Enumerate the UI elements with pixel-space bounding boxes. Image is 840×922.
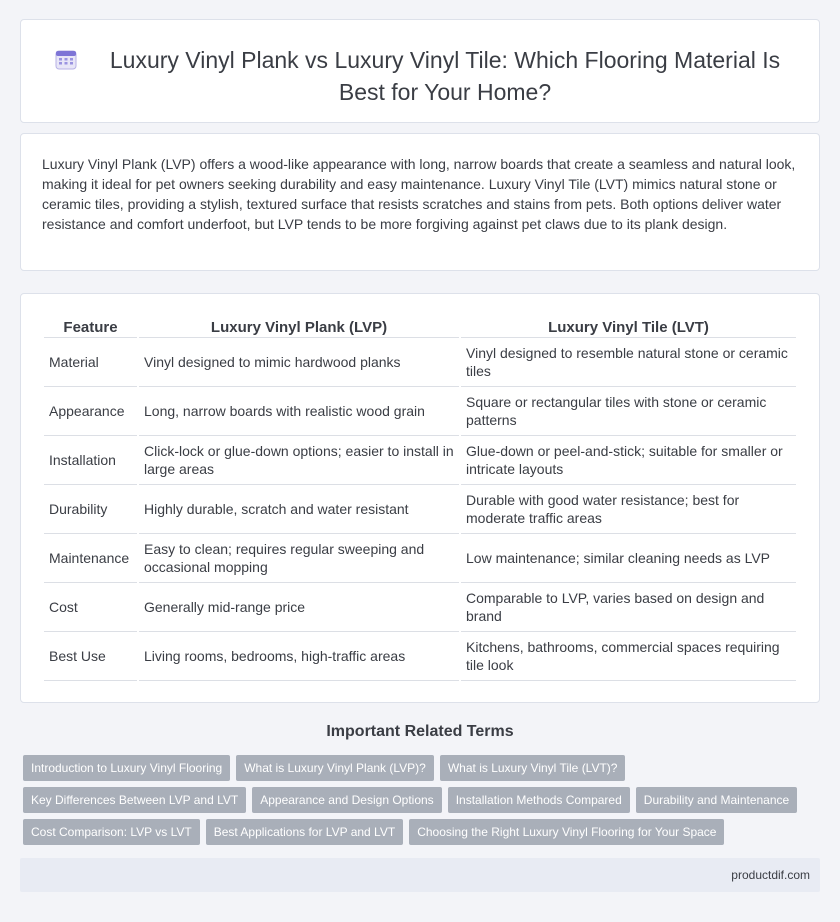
intro-card	[20, 133, 820, 271]
lvt-cell: Kitchens, bathrooms, commercial spaces requiring tile look	[461, 632, 796, 681]
related-term-tag[interactable]: What is Luxury Vinyl Tile (LVT)?	[440, 755, 626, 781]
related-term-tag[interactable]: Key Differences Between LVP and LVT	[23, 787, 246, 813]
lvp-cell: Living rooms, bedrooms, high-traffic areas	[139, 632, 459, 681]
feature-cell: Installation	[44, 436, 137, 485]
lvp-cell: Long, narrow boards with realistic wood grain	[139, 387, 459, 436]
tag-row	[23, 787, 813, 813]
lvt-cell: Durable with good water resistance; best for moderate traffic areas	[461, 485, 796, 534]
tag-row	[23, 755, 813, 781]
table-row	[44, 338, 796, 387]
feature-cell: Best Use	[44, 632, 137, 681]
table-row	[44, 387, 796, 436]
lvt-cell: Vinyl designed to resemble natural stone or ceramic tiles	[461, 338, 796, 387]
feature-cell: Appearance	[44, 387, 137, 436]
related-terms-heading: Important Related Terms	[326, 723, 514, 740]
table-row	[44, 583, 796, 632]
header-feature: Feature	[44, 314, 137, 338]
comparison-card	[20, 293, 820, 703]
related-term-tag[interactable]: Introduction to Luxury Vinyl Flooring	[23, 755, 230, 781]
lvt-cell: Square or rectangular tiles with stone or ceramic patterns	[461, 387, 796, 436]
related-term-tag[interactable]: Cost Comparison: LVP vs LVT	[23, 819, 200, 845]
lvp-cell: Easy to clean; requires regular sweeping and occasional mopping	[139, 534, 459, 583]
feature-cell: Material	[44, 338, 137, 387]
header-lvp: Luxury Vinyl Plank (LVP)	[139, 314, 459, 338]
lvt-cell: Glue-down or peel-and-stick; suitable for smaller or intricate layouts	[461, 436, 796, 485]
title-card	[20, 19, 820, 123]
table-row	[44, 436, 796, 485]
table-row	[44, 534, 796, 583]
feature-cell: Maintenance	[44, 534, 137, 583]
intro-paragraph: Luxury Vinyl Plank (LVP) offers a wood-like appearance with long, narrow boards that create a seamless and natural look, making it ideal for pet owners seeking durability and easy maintenance. Luxury Vinyl Tile (LVT) mimics natural stone or ceramic tiles, providing a stylish, textured surface that resists scratches and stains from pets. Both options deliver water resistance and comfort underfoot, but LVP tends to be more forgiving against pet claws due to its plank design.	[42, 156, 796, 232]
footer	[20, 858, 820, 892]
related-term-tag[interactable]: Durability and Maintenance	[636, 787, 797, 813]
lvp-cell: Highly durable, scratch and water resistant	[139, 485, 459, 534]
feature-cell: Cost	[44, 583, 137, 632]
table-row	[44, 632, 796, 681]
lvp-cell: Generally mid-range price	[139, 583, 459, 632]
lvt-cell: Comparable to LVP, varies based on design and brand	[461, 583, 796, 632]
page-title: Luxury Vinyl Plank vs Luxury Vinyl Tile: Which Flooring Material Is Best for Your Home?	[109, 47, 781, 105]
lvp-cell: Click-lock or glue-down options; easier to install in large areas	[139, 436, 459, 485]
header-lvt: Luxury Vinyl Tile (LVT)	[461, 314, 796, 338]
related-term-tag[interactable]: What is Luxury Vinyl Plank (LVP)?	[236, 755, 434, 781]
related-term-tag[interactable]: Installation Methods Compared	[448, 787, 630, 813]
related-term-tag[interactable]: Choosing the Right Luxury Vinyl Flooring for Your Space	[409, 819, 724, 845]
table-header-row	[44, 314, 796, 338]
tag-row	[23, 819, 813, 845]
footer-site-link[interactable]: productdif.com	[731, 868, 810, 882]
related-term-tag[interactable]: Best Applications for LVP and LVT	[206, 819, 403, 845]
table-row	[44, 485, 796, 534]
related-term-tag[interactable]: Appearance and Design Options	[252, 787, 441, 813]
lvp-cell: Vinyl designed to mimic hardwood planks	[139, 338, 459, 387]
lvt-cell: Low maintenance; similar cleaning needs as LVP	[461, 534, 796, 583]
feature-cell: Durability	[44, 485, 137, 534]
comparison-table	[42, 314, 798, 681]
related-terms-list	[23, 755, 813, 851]
